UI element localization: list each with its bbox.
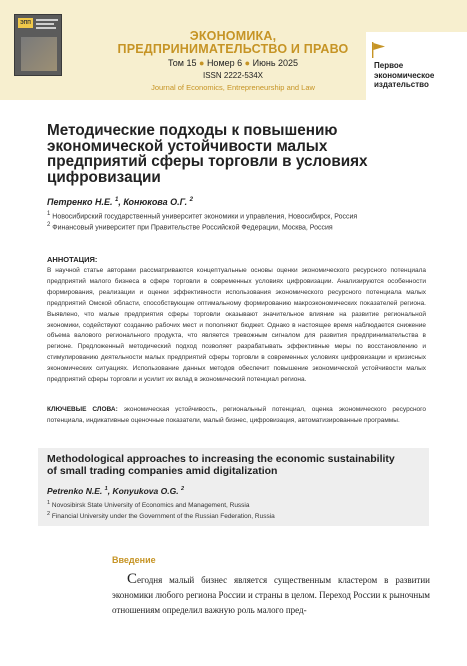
cover-badge: ЭПП (18, 18, 33, 28)
bullet-icon: ● (244, 58, 251, 68)
abstract-heading: АННОТАЦИЯ: (47, 255, 98, 264)
section-heading-introduction: Введение (112, 555, 156, 565)
flag-icon (372, 42, 386, 58)
issn: ISSN 2222-534X (202, 71, 264, 80)
keywords (47, 405, 426, 426)
introduction-text: Сегодня малый бизнес является существенным кластером в развитии экономики любого региона России и страны в целом. Переход России к рыночным отношениям определил важную роль малого пред- (112, 571, 430, 615)
article-authors: Петренко Н.Е. $^1$, Конюкова О.Г. $^2$ (47, 197, 193, 207)
bullet-icon: ● (198, 58, 205, 68)
issue-info: Том 15 ● Номер 6 ● Июнь 2025 (167, 58, 299, 68)
drop-cap: С (127, 571, 138, 587)
affiliation-1: $^1$ Новосибирский государственный университет экономики и управления, Новосибирск, Россия (47, 211, 358, 221)
english-authors: Petrenko N.E. $^1$, Konyukova O.G. $^2$ (47, 486, 185, 496)
publisher-panel (366, 32, 467, 102)
english-title: Methodological approaches to increasing the economic sustainability of small trading companies amid digitalization (47, 453, 395, 477)
publisher-name: Первое экономическое издательство (374, 61, 435, 89)
article-title: Методические подходы к повышению экономической устойчивости малых предприятий сферы торговли в условиях цифровизации (47, 122, 368, 186)
journal-title-english: Journal of Economics, Entrepreneurship and Law (151, 83, 315, 92)
journal-cover-thumbnail (14, 14, 62, 76)
keywords-list: экономическая устойчивость, региональный потенциал, оценка экономического ресурсного потенциала, индикативные оценочные показатели, малый бизнес, цифровизация, автоматизированные программы. (47, 406, 426, 424)
english-summary-box (38, 448, 429, 526)
journal-title: ЭКОНОМИКА, ПРЕДПРИНИМАТЕЛЬСТВО И ПРАВО (117, 29, 349, 56)
english-affiliation-2: $^2$ Financial University under the Government of the Russian Federation, Russia (47, 511, 275, 521)
affiliation-2: $^2$ Финансовый университет при Правительстве Российской Федерации, Москва, Россия (47, 222, 333, 232)
abstract-text: В научной статье авторами рассматриваются концептуальные основы оценки экономического ресурсного потенциала предприятий малого бизнеса в сфере торговли в современных условиях цифровизации. Анализируются особенности формирования, реализации и оценки эффективности использования экономического ресурсного потенциала малых предприятий Омской области, способствующие оптимальному формированию макроэкономических показателей региона. Выявлено, что малые предприятия сферы торговли оказывают значительное влияние на развитие региональной экономики, содействуют созданию рабочих мест и пополняют бюджет. Однако в настоящее время наблюдается снижение объема валового регионального продукта, что является тревожным сигналом для развития предпринимательства в регионе. Предложенный методический подход позволяет разрабатывать эффективные меры по восстановлению и стимулированию деятельности малых предприятий сферы торговли в современных условиях цифровизации и кризисных экономических ситуациях. Использование данных методов обеспечит повышение экономической устойчивости малых предприятий сферы торговли и усилит их вклад в экономический потенциал региона. (47, 267, 426, 384)
keywords-label: КЛЮЧЕВЫЕ СЛОВА: (47, 406, 118, 413)
cover-image (21, 37, 57, 71)
english-affiliation-1: $^1$ Novosibirsk State University of Economics and Management, Russia (47, 500, 250, 510)
